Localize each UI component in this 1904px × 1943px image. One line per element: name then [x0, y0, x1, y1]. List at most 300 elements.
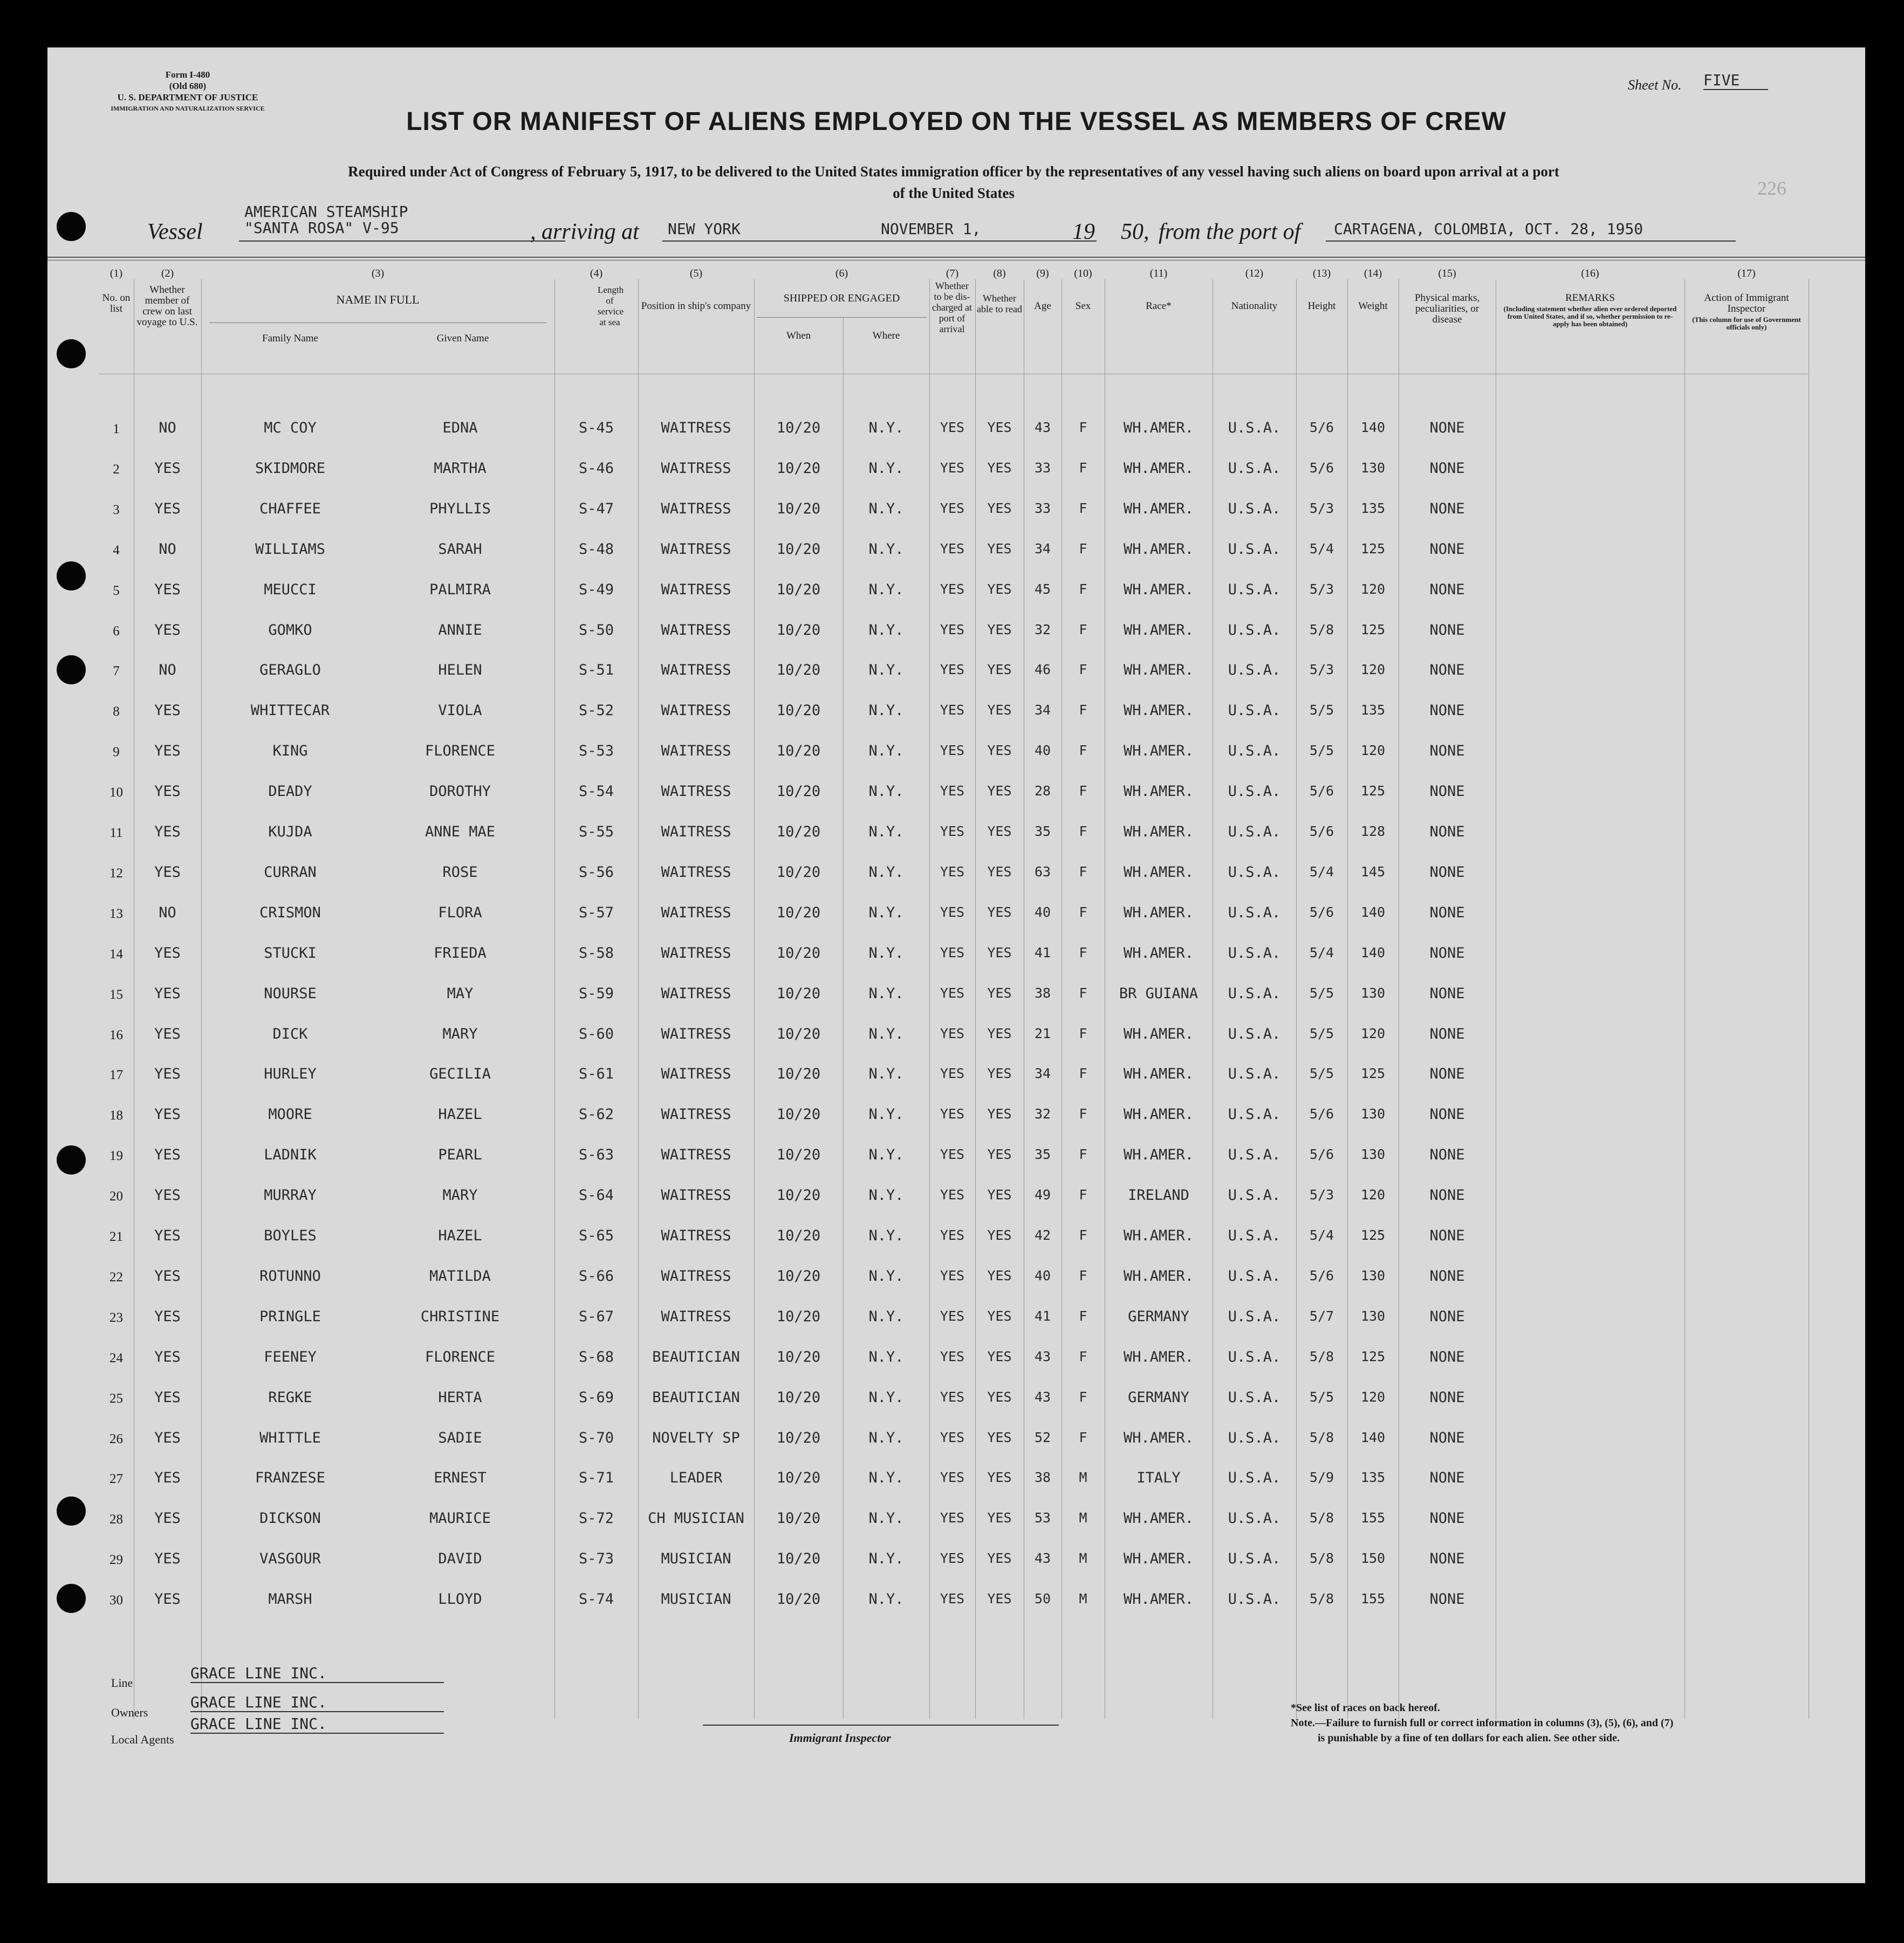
age-cell: 42	[1034, 1227, 1051, 1243]
position-cell: WAITRESS	[661, 945, 731, 962]
sex-cell: F	[1079, 702, 1087, 718]
family-name-cell: FEENEY	[264, 1349, 317, 1365]
height-cell: 5/8	[1309, 622, 1334, 637]
shipped-where-cell: N.Y.	[868, 904, 904, 921]
shipped-where-cell: N.Y.	[868, 1470, 904, 1486]
able-read-cell: YES	[987, 1470, 1012, 1485]
age-cell: 38	[1034, 1470, 1051, 1485]
physical-marks-cell: NONE	[1429, 864, 1465, 881]
discharged-cell: YES	[940, 1227, 965, 1243]
position-cell: WAITRESS	[661, 743, 731, 759]
discharged-cell: YES	[940, 1146, 965, 1162]
discharged-cell: YES	[940, 460, 965, 476]
weight-cell: 140	[1360, 945, 1386, 960]
race-cell: WH.AMER.	[1123, 1349, 1194, 1365]
weight-cell: 130	[1360, 1308, 1386, 1324]
sex-cell: F	[1079, 1187, 1087, 1203]
position-cell: LEADER	[669, 1470, 723, 1486]
weight-cell: 125	[1360, 1227, 1386, 1243]
shipped-when-cell: 10/20	[776, 1106, 821, 1123]
given-name-cell: DAVID	[438, 1550, 482, 1567]
punch-hole	[57, 212, 86, 241]
discharged-cell: YES	[940, 1308, 965, 1324]
service-length-cell: S-70	[578, 1430, 614, 1446]
service-length-cell: S-73	[578, 1550, 614, 1567]
shipped-where-cell: N.Y.	[868, 1268, 904, 1285]
shipped-when-cell: 10/20	[776, 904, 821, 921]
nationality-cell: U.S.A.	[1228, 985, 1281, 1002]
position-cell: WAITRESS	[661, 783, 731, 800]
height-cell: 5/8	[1309, 1510, 1334, 1526]
height-cell: 5/4	[1309, 864, 1334, 880]
sex-cell: F	[1079, 1146, 1087, 1162]
row-number: 15	[109, 987, 123, 1002]
agents-value: GRACE LINE INC.	[190, 1715, 444, 1734]
subtitle-line-2: of the United States	[893, 185, 1015, 201]
family-name-cell: LADNIK	[264, 1146, 317, 1163]
col-number: (10)	[1074, 267, 1092, 279]
position-cell: WAITRESS	[661, 904, 731, 921]
position-cell: CH MUSICIAN	[648, 1510, 744, 1527]
header-length-service: Length of service at sea	[598, 285, 624, 327]
col-number: (4)	[590, 267, 603, 279]
discharged-cell: YES	[940, 743, 965, 758]
able-read-cell: YES	[987, 1146, 1012, 1162]
vessel-underline	[239, 241, 565, 242]
physical-marks-cell: NONE	[1429, 1470, 1465, 1486]
shipped-when-cell: 10/20	[776, 1389, 821, 1406]
family-name-cell: MARSH	[268, 1591, 312, 1608]
service-length-cell: S-59	[578, 985, 614, 1002]
shipped-where-cell: N.Y.	[868, 1510, 904, 1527]
name-divider	[209, 322, 546, 323]
row-number: 4	[113, 543, 120, 558]
able-read-cell: YES	[987, 1026, 1012, 1041]
weight-cell: 125	[1360, 541, 1386, 557]
nationality-cell: U.S.A.	[1228, 1066, 1281, 1082]
sex-cell: F	[1079, 1308, 1087, 1324]
able-read-cell: YES	[987, 541, 1012, 557]
position-cell: WAITRESS	[661, 1187, 731, 1204]
last-voyage-cell: YES	[154, 1430, 181, 1446]
given-name-cell: FLORENCE	[424, 1349, 496, 1365]
age-cell: 52	[1034, 1430, 1051, 1445]
row-number: 24	[109, 1351, 123, 1365]
shipped-where-cell: N.Y.	[868, 1146, 904, 1163]
sex-cell: M	[1079, 1591, 1087, 1606]
shipped-when-cell: 10/20	[776, 945, 821, 962]
nationality-cell: U.S.A.	[1228, 945, 1281, 962]
weight-cell: 140	[1360, 420, 1386, 435]
inspector-signature-line	[703, 1725, 1059, 1726]
shipped-when-cell: 10/20	[776, 1430, 821, 1446]
sex-cell: F	[1079, 460, 1087, 476]
physical-marks-cell: NONE	[1429, 1066, 1465, 1082]
race-cell: ITALY	[1136, 1470, 1181, 1486]
service-length-cell: S-58	[578, 945, 614, 962]
arriving-underline	[662, 241, 886, 242]
discharged-cell: YES	[940, 541, 965, 557]
race-cell: WH.AMER.	[1123, 1227, 1194, 1244]
race-cell: WH.AMER.	[1123, 823, 1194, 840]
age-cell: 43	[1034, 1389, 1051, 1405]
physical-marks-cell: NONE	[1429, 581, 1465, 598]
shipped-where-cell: N.Y.	[868, 581, 904, 598]
shipped-when-cell: 10/20	[776, 864, 821, 881]
last-voyage-cell: YES	[154, 1187, 181, 1204]
race-cell: WH.AMER.	[1123, 1026, 1194, 1042]
discharged-cell: YES	[940, 1187, 965, 1203]
age-cell: 34	[1034, 1066, 1051, 1081]
shipped-where-cell: N.Y.	[868, 1106, 904, 1123]
weight-cell: 150	[1360, 1550, 1386, 1566]
vessel-name-line-1: AMERICAN STEAMSHIP	[244, 203, 408, 221]
given-name-cell: SARAH	[438, 541, 482, 558]
sex-cell: F	[1079, 581, 1087, 597]
last-voyage-cell: YES	[154, 985, 181, 1002]
nationality-cell: U.S.A.	[1228, 743, 1281, 759]
header-age: Age	[1034, 300, 1051, 312]
shipped-when-cell: 10/20	[776, 1066, 821, 1082]
sex-cell: F	[1079, 985, 1087, 1001]
weight-cell: 135	[1360, 500, 1386, 516]
row-number: 11	[109, 826, 123, 840]
row-number: 16	[109, 1028, 123, 1042]
service-length-cell: S-48	[578, 541, 614, 558]
service-length-cell: S-54	[578, 783, 614, 800]
given-name-cell: MARY	[442, 1187, 478, 1204]
nationality-cell: U.S.A.	[1228, 1106, 1281, 1123]
race-cell: WH.AMER.	[1123, 622, 1194, 638]
able-read-cell: YES	[987, 1349, 1012, 1364]
last-voyage-cell: YES	[154, 864, 181, 881]
row-number: 29	[109, 1553, 123, 1567]
physical-marks-cell: NONE	[1429, 420, 1465, 436]
sex-cell: F	[1079, 904, 1087, 920]
form-number: Form I-480	[165, 70, 210, 80]
position-cell: WAITRESS	[661, 420, 731, 436]
owners-value: GRACE LINE INC.	[190, 1693, 444, 1712]
col-number: (7)	[946, 267, 959, 279]
physical-marks-cell: NONE	[1429, 904, 1465, 921]
nationality-cell: U.S.A.	[1228, 1550, 1281, 1567]
able-read-cell: YES	[987, 1510, 1012, 1526]
age-cell: 32	[1034, 622, 1051, 637]
physical-marks-cell: NONE	[1429, 622, 1465, 638]
family-name-cell: MEUCCI	[264, 581, 317, 598]
header-action: Action of Immigrant Inspector	[1704, 292, 1789, 314]
age-cell: 33	[1034, 500, 1051, 516]
discharged-cell: YES	[940, 1106, 965, 1122]
service-length-cell: S-72	[578, 1510, 614, 1527]
header-discharged: Whether to be dis-charged at port of arrival	[932, 280, 972, 334]
discharged-cell: YES	[940, 1026, 965, 1041]
position-cell: WAITRESS	[661, 460, 731, 477]
nationality-cell: U.S.A.	[1228, 1227, 1281, 1244]
sex-cell: M	[1079, 1510, 1087, 1526]
age-cell: 43	[1034, 1550, 1051, 1566]
sex-cell: M	[1079, 1470, 1087, 1485]
able-read-cell: YES	[987, 622, 1012, 637]
nationality-cell: U.S.A.	[1228, 864, 1281, 881]
position-cell: BEAUTICIAN	[652, 1349, 740, 1365]
physical-marks-cell: NONE	[1429, 1510, 1465, 1527]
header-where: Where	[872, 330, 900, 341]
family-name-cell: MOORE	[268, 1106, 312, 1123]
arrival-date: NOVEMBER 1,	[881, 220, 981, 238]
height-cell: 5/8	[1309, 1349, 1334, 1364]
age-cell: 35	[1034, 823, 1051, 839]
physical-marks-cell: NONE	[1429, 743, 1465, 759]
able-read-cell: YES	[987, 1268, 1012, 1283]
age-cell: 45	[1034, 581, 1051, 597]
shipped-when-cell: 10/20	[776, 823, 821, 840]
row-number: 21	[109, 1230, 123, 1244]
family-name-cell: PRINGLE	[259, 1308, 321, 1325]
age-cell: 46	[1034, 662, 1051, 677]
nationality-cell: U.S.A.	[1228, 1026, 1281, 1042]
punch-hole	[57, 561, 86, 591]
shipped-where-cell: N.Y.	[868, 985, 904, 1002]
shipped-when-cell: 10/20	[776, 420, 821, 436]
shipped-when-cell: 10/20	[776, 702, 821, 719]
age-cell: 50	[1034, 1591, 1051, 1606]
last-voyage-cell: YES	[154, 823, 181, 840]
shipped-where-cell: N.Y.	[868, 1430, 904, 1446]
col-number: (8)	[993, 267, 1006, 279]
service-length-cell: S-57	[578, 904, 614, 921]
shipped-where-cell: N.Y.	[868, 1389, 904, 1406]
given-name-cell: HERTA	[438, 1389, 482, 1406]
shipped-when-cell: 10/20	[776, 1550, 821, 1567]
col-number: (1)	[109, 267, 123, 279]
last-voyage-cell: YES	[154, 743, 181, 759]
given-name-cell: HAZEL	[438, 1106, 482, 1123]
shipped-when-cell: 10/20	[776, 1308, 821, 1325]
able-read-cell: YES	[987, 864, 1012, 880]
service-length-cell: S-56	[578, 864, 614, 881]
age-cell: 40	[1034, 904, 1051, 920]
nationality-cell: U.S.A.	[1228, 500, 1281, 517]
last-voyage-cell: YES	[154, 1389, 181, 1406]
weight-cell: 120	[1360, 1389, 1386, 1405]
shipped-divider	[757, 317, 927, 318]
service-length-cell: S-67	[578, 1308, 614, 1325]
discharged-cell: YES	[940, 783, 965, 799]
header-action-sub: (This column for use of Government officials only)	[1692, 315, 1801, 331]
given-name-cell: PALMIRA	[429, 581, 491, 598]
header-nationality: Nationality	[1231, 300, 1278, 312]
owners-label: Owners	[111, 1706, 148, 1719]
physical-marks-cell: NONE	[1429, 1187, 1465, 1204]
family-name-cell: CRISMON	[259, 904, 321, 921]
last-voyage-cell: YES	[154, 1146, 181, 1163]
weight-cell: 135	[1360, 702, 1386, 718]
height-cell: 5/3	[1309, 1187, 1334, 1203]
age-cell: 32	[1034, 1106, 1051, 1122]
last-voyage-cell: YES	[154, 1066, 181, 1082]
shipped-when-cell: 10/20	[776, 1510, 821, 1527]
height-cell: 5/3	[1309, 662, 1334, 677]
service-length-cell: S-50	[578, 622, 614, 638]
given-name-cell: MARY	[442, 1026, 478, 1042]
age-cell: 28	[1034, 783, 1051, 799]
height-cell: 5/4	[1309, 1227, 1334, 1243]
given-name-cell: FLORENCE	[424, 743, 496, 759]
nationality-cell: U.S.A.	[1228, 1268, 1281, 1285]
service-length-cell: S-63	[578, 1146, 614, 1163]
last-voyage-cell: YES	[154, 1591, 181, 1608]
weight-cell: 120	[1360, 1187, 1386, 1203]
nationality-cell: U.S.A.	[1228, 823, 1281, 840]
height-cell: 5/5	[1309, 985, 1334, 1001]
shipped-when-cell: 10/20	[776, 1187, 821, 1204]
given-name-cell: LLOYD	[438, 1591, 482, 1608]
discharged-cell: YES	[940, 1268, 965, 1283]
shipped-where-cell: N.Y.	[868, 1227, 904, 1244]
able-read-cell: YES	[987, 783, 1012, 799]
race-cell: WH.AMER.	[1123, 1591, 1194, 1608]
family-name-cell: KING	[272, 743, 308, 759]
age-cell: 41	[1034, 945, 1051, 960]
race-cell: WH.AMER.	[1123, 1066, 1194, 1082]
service-length-cell: S-62	[578, 1106, 614, 1123]
nationality-cell: U.S.A.	[1228, 1430, 1281, 1446]
discharged-cell: YES	[940, 823, 965, 839]
given-name-cell: VIOLA	[438, 702, 482, 719]
height-cell: 5/6	[1309, 1268, 1334, 1283]
family-name-cell: GERAGLO	[259, 662, 321, 678]
height-cell: 5/6	[1309, 904, 1334, 920]
shipped-where-cell: N.Y.	[868, 783, 904, 800]
physical-marks-cell: NONE	[1429, 1389, 1465, 1406]
able-read-cell: YES	[987, 1066, 1012, 1081]
nationality-cell: U.S.A.	[1228, 541, 1281, 558]
nationality-cell: U.S.A.	[1228, 460, 1281, 477]
able-read-cell: YES	[987, 1187, 1012, 1203]
arriving-label: , arriving at	[530, 219, 639, 244]
shipped-where-cell: N.Y.	[868, 1308, 904, 1325]
shipped-where-cell: N.Y.	[868, 945, 904, 962]
shipped-when-cell: 10/20	[776, 783, 821, 800]
departure-underline	[1326, 241, 1736, 242]
last-voyage-cell: YES	[154, 1308, 181, 1325]
service-length-cell: S-45	[578, 420, 614, 436]
physical-marks-cell: NONE	[1429, 985, 1465, 1002]
shipped-where-cell: N.Y.	[868, 864, 904, 881]
vessel-label: Vessel	[147, 219, 203, 244]
position-cell: WAITRESS	[661, 1146, 731, 1163]
footnote	[1291, 1700, 1673, 1746]
race-cell: BR GUIANA	[1119, 985, 1198, 1002]
row-number: 23	[109, 1310, 123, 1325]
column-rule	[843, 317, 844, 1719]
nationality-cell: U.S.A.	[1228, 581, 1281, 598]
height-cell: 5/5	[1309, 743, 1334, 758]
weight-cell: 140	[1360, 904, 1386, 920]
last-voyage-cell: YES	[154, 1349, 181, 1365]
header-sex: Sex	[1075, 300, 1091, 312]
position-cell: BEAUTICIAN	[652, 1389, 740, 1406]
age-cell: 40	[1034, 743, 1051, 758]
physical-marks-cell: NONE	[1429, 1227, 1465, 1244]
able-read-cell: YES	[987, 743, 1012, 758]
shipped-when-cell: 10/20	[776, 622, 821, 638]
able-read-cell: YES	[987, 1550, 1012, 1566]
sex-cell: F	[1079, 500, 1087, 516]
row-number: 26	[109, 1432, 123, 1446]
shipped-where-cell: N.Y.	[868, 702, 904, 719]
able-read-cell: YES	[987, 823, 1012, 839]
last-voyage-cell: YES	[154, 783, 181, 800]
discharged-cell: YES	[940, 581, 965, 597]
row-number: 17	[109, 1068, 123, 1082]
given-name-cell: FLORA	[438, 904, 482, 921]
header-remarks: REMARKS	[1565, 292, 1615, 304]
row-number: 22	[109, 1270, 123, 1285]
height-cell: 5/3	[1309, 500, 1334, 516]
header-when: When	[786, 330, 811, 341]
family-name-cell: DEADY	[268, 783, 312, 800]
family-name-cell: WHITTLE	[259, 1430, 321, 1446]
row-number: 12	[109, 866, 123, 881]
vessel-name-line-2: "SANTA ROSA" V-95	[244, 219, 399, 237]
height-cell: 5/8	[1309, 1430, 1334, 1445]
service-length-cell: S-55	[578, 823, 614, 840]
row-number: 14	[109, 947, 123, 962]
page-title: LIST OR MANIFEST OF ALIENS EMPLOYED ON THE VESSEL AS MEMBERS OF CREW	[406, 107, 1506, 136]
position-cell: MUSICIAN	[661, 1591, 731, 1608]
shipped-when-cell: 10/20	[776, 1026, 821, 1042]
punch-hole	[57, 655, 86, 684]
shipped-where-cell: N.Y.	[868, 420, 904, 436]
position-cell: WAITRESS	[661, 864, 731, 881]
footnote-penalty-2: is punishable by a fine of ten dollars for each alien. See other side.	[1318, 1732, 1620, 1744]
physical-marks-cell: NONE	[1429, 823, 1465, 840]
given-name-cell: HAZEL	[438, 1227, 482, 1244]
header-position: Position in ship's company	[641, 300, 751, 312]
position-cell: WAITRESS	[661, 1227, 731, 1244]
discharged-cell: YES	[940, 1430, 965, 1445]
family-name-cell: VASGOUR	[259, 1550, 321, 1567]
shipped-where-cell: N.Y.	[868, 1349, 904, 1365]
shipped-where-cell: N.Y.	[868, 460, 904, 477]
last-voyage-cell: YES	[154, 1026, 181, 1042]
race-cell: WH.AMER.	[1123, 581, 1194, 598]
family-name-cell: BOYLES	[264, 1227, 317, 1244]
subtitle	[101, 161, 1806, 204]
age-cell: 43	[1034, 1349, 1051, 1364]
weight-cell: 120	[1360, 1026, 1386, 1041]
punch-hole	[57, 1496, 86, 1526]
footnote-penalty: Note.—Failure to furnish full or correct information in columns (3), (5), (6), and (7)	[1291, 1717, 1674, 1729]
age-cell: 21	[1034, 1026, 1051, 1041]
departure-port: CARTAGENA, COLOMBIA, OCT. 28, 1950	[1334, 220, 1643, 238]
family-name-cell: MC COY	[264, 420, 317, 436]
discharged-cell: YES	[940, 662, 965, 677]
sex-cell: F	[1079, 541, 1087, 557]
given-name-cell: MARTHA	[434, 460, 487, 477]
sheet-number-value: FIVE	[1703, 71, 1768, 90]
able-read-cell: YES	[987, 500, 1012, 516]
last-voyage-cell: YES	[154, 581, 181, 598]
line-label: Line	[111, 1676, 133, 1690]
shipped-when-cell: 10/20	[776, 662, 821, 678]
family-name-cell: MURRAY	[264, 1187, 317, 1204]
able-read-cell: YES	[987, 1591, 1012, 1606]
race-cell: WH.AMER.	[1123, 460, 1194, 477]
age-cell: 35	[1034, 1146, 1051, 1162]
